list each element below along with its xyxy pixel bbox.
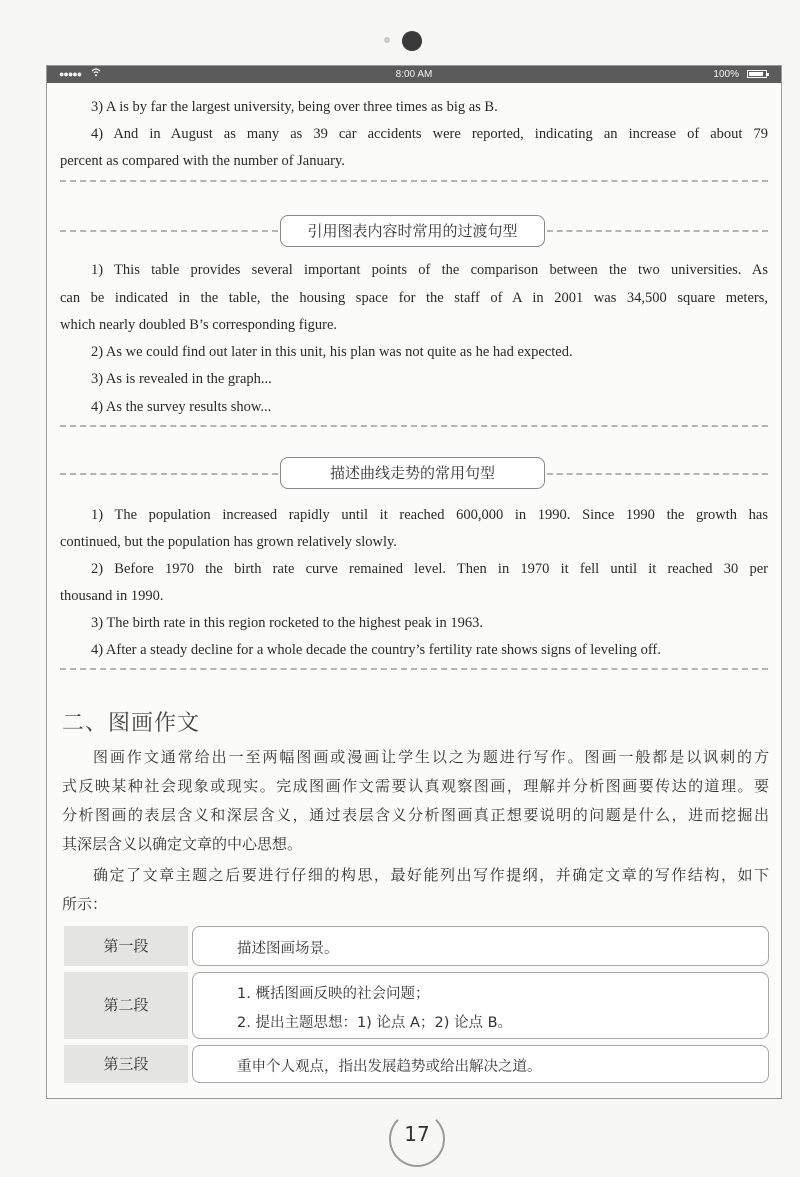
heading-rule-left [60, 230, 278, 232]
paragraph-2-label: 第二段 [64, 972, 188, 1039]
status-bar [47, 66, 781, 83]
paragraph-1-content [192, 926, 769, 966]
section-heading-transition: 引用图表内容时常用的过渡句型 [280, 215, 545, 247]
section2-item-2-line-1: 2) Before 1970 the birth rate curve remained level. Then in 1970 it fell until it reached 30 per [91, 561, 768, 577]
para1-line-1: 图画作文通常给出一至两幅图画或漫画让学生以之为题进行写作。图画一般都是以讽刺的方 [93, 748, 769, 766]
section2-item-1-line-1: 1) The population increased rapidly until it reached 600,000 in 1990. Since 1990 the growth has [91, 507, 768, 523]
divider [60, 180, 768, 182]
front-camera [402, 31, 422, 51]
paragraph-2-line-1: 1. 概括图画反映的社会问题； [237, 986, 430, 1002]
heading-rule-right [547, 230, 768, 232]
paragraph-1-label: 第一段 [64, 926, 188, 966]
section1-item-4: 4) As the survey results show... [91, 399, 272, 415]
section-heading-curve-trend: 描述曲线走势的常用句型 [280, 457, 545, 489]
battery-percent: 100% [713, 69, 739, 80]
paragraph-3-label: 第三段 [64, 1045, 188, 1083]
section2-item-3: 3) The birth rate in this region rocketed to the highest peak in 1963. [91, 615, 483, 631]
para2-line-2: 所示： [62, 895, 108, 913]
para1-line-2: 式反映某种社会现象或现实。完成图画作文需要认真观察图画，理解并分析图画要传达的道理。要 [62, 777, 769, 795]
section2-item-2-line-2: thousand in 1990. [60, 588, 164, 604]
para1-line-4: 其深层含义以确定文章的中心思想。 [62, 835, 303, 853]
heading-rule-left [60, 473, 278, 475]
signal-icon: ●●●●● [59, 69, 82, 79]
section2-item-1-line-2: continued, but the population has grown relatively slowly. [60, 534, 397, 550]
paragraph-2-line-2: 2. 提出主题思想：1) 论点 A；2) 论点 B。 [237, 1015, 513, 1031]
intro-item-4-line-1: 4) And in August as many as 39 car accidents were reported, indicating an increase of about 79 [91, 126, 768, 142]
intro-item-4-line-2: percent as compared with the number of January. [60, 153, 345, 169]
para1-line-3: 分析图画的表层含义和深层含义，通过表层含义分析图画真正想要说明的问题是什么，进而挖掘出 [62, 806, 769, 824]
camera-sensor [384, 37, 390, 43]
section1-item-1-line-2: can be indicated in the table, the housing space for the staff of A in 2001 was 34,500 square meters, [60, 290, 768, 306]
battery-icon [747, 70, 767, 78]
status-time: 8:00 AM [395, 69, 433, 80]
paragraph-3-content [192, 1045, 769, 1083]
section1-item-2: 2) As we could find out later in this unit, his plan was not quite as he had expected. [91, 344, 573, 360]
section1-item-1-line-3: which nearly doubled B’s corresponding figure. [60, 317, 338, 333]
heading-rule-right [547, 473, 768, 475]
section-title-picture-essay: 二、图画作文 [62, 711, 201, 736]
section2-item-4: 4) After a steady decline for a whole decade the country’s fertility rate shows signs of leveling off. [91, 642, 661, 658]
para2-line-1: 确定了文章主题之后要进行仔细的构思，最好能列出写作提纲，并确定文章的写作结构，如下 [93, 866, 769, 884]
divider [60, 668, 768, 670]
divider [60, 425, 768, 427]
section1-item-3: 3) As is revealed in the graph... [91, 371, 272, 387]
intro-item-3: 3) A is by far the largest university, being over three times as big as B. [91, 99, 498, 115]
paragraph-3-line-1: 重申个人观点，指出发展趋势或给出解决之道。 [237, 1059, 542, 1075]
section1-item-1-line-1: 1) This table provides several important points of the comparison between the two universities. As [91, 262, 768, 278]
page-number: 17 [404, 1122, 430, 1146]
paragraph-2-content [192, 972, 769, 1039]
paragraph-1-line-1: 描述图画场景。 [237, 941, 339, 957]
